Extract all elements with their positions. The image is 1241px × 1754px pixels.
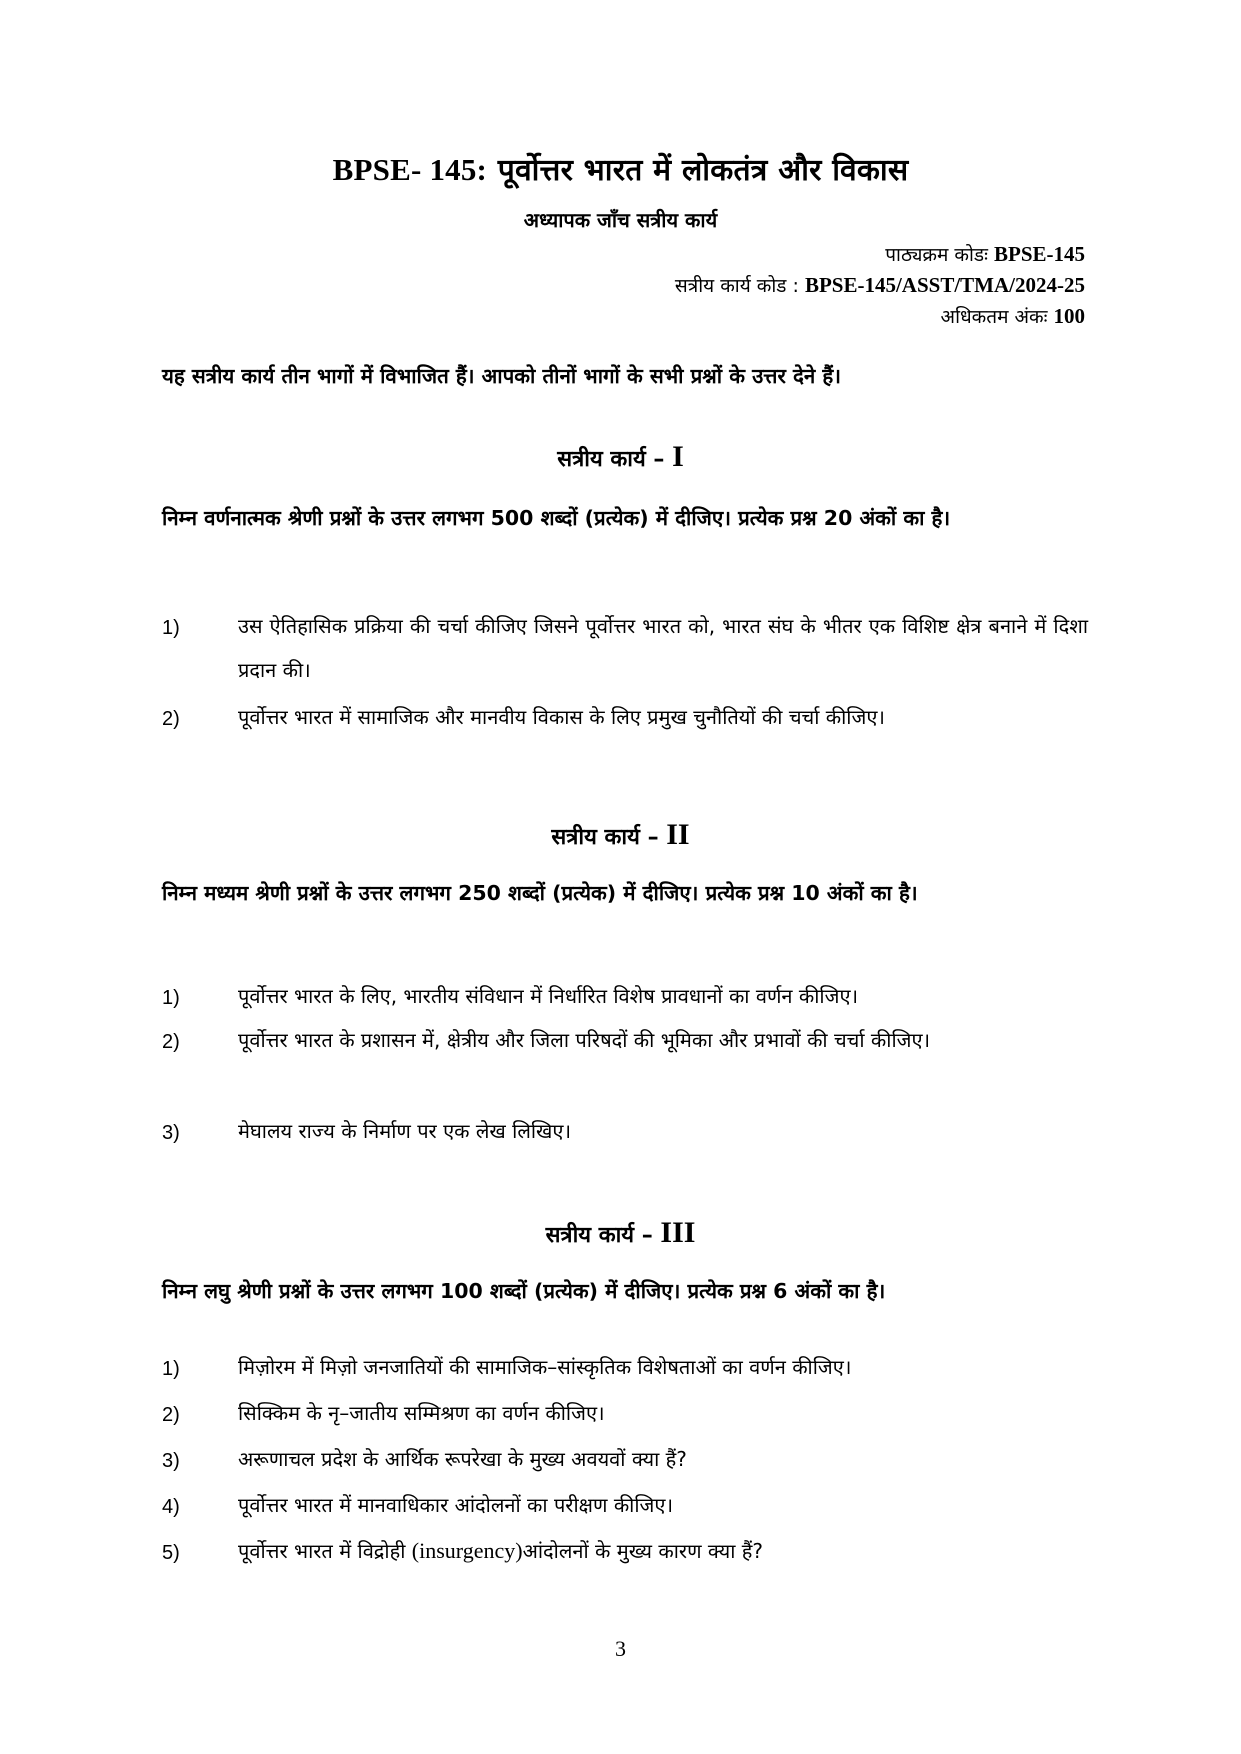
assignment-code-label: सत्रीय कार्य कोड : [674,275,799,297]
section-heading-text: सत्रीय कार्य [545,1223,635,1248]
section-instruction-3: निम्न लघु श्रेणी प्रश्नों के उत्तर लगभग 100 शब्दों (प्रत्येक) में दीजिए। प्रत्येक प्रश्न 6 अंकों का है। [162,1279,886,1303]
course-title: पूर्वोत्तर भारत में लोकतंत्र और विकास [497,153,909,188]
question-text-english-term: (insurgency) [411,1538,523,1563]
intro-instruction: यह सत्रीय कार्य तीन भागों में विभाजित हैं। आपको तीनों भागों के सभी प्रश्नों के उत्तर देने हैं। [162,364,842,388]
section-heading-roman: I [672,440,684,473]
question-text [238,1529,1088,1573]
question-text: उस ऐतिहासिक प्रक्रिया की चर्चा कीजिए जिसने पूर्वोत्तर भारत को, भारत संघ के भीतर एक विशिष्ट क्षेत्र बनाने में दिशा प्रदान की। [238,614,1088,682]
course-code-value: BPSE-145 [993,242,1085,266]
section-instruction-1: निम्न वर्णनात्मक श्रेणी प्रश्नों के उत्तर लगभग 500 शब्दों (प्रत्येक) में दीजिए। प्रत्येक प्रश्न 20 अंकों का है। [162,506,951,530]
page-number: 3 [615,1636,626,1661]
question-text: सिक्किम के नृ–जातीय सम्मिश्रण का वर्णन कीजिए। [238,1401,605,1425]
question-text: अरूणाचल प्रदेश के आर्थिक रूपरेखा के मुख्य अवयवों क्या हैं? [238,1447,687,1471]
page-title [0,148,1241,189]
max-marks-label: अधिकतम अंकः [940,306,1048,328]
question-number: 3) [162,1450,180,1472]
section-heading-2 [0,818,1241,852]
question-text: पूर्वोत्तर भारत के प्रशासन में, क्षेत्रीय और जिला परिषदों की भूमिका और प्रभावों की चर्चा कीजिए। [238,1028,931,1052]
course-code: BPSE- 145: [332,152,488,187]
section-heading-roman: II [666,818,690,851]
section-heading-roman: III [660,1216,696,1249]
section-heading-dash: – [641,1223,653,1248]
question-text-part: आंदोलनों के मुख्य कारण क्या हैं? [522,1539,763,1563]
question-number: 1) [162,1358,180,1380]
page-subtitle: अध्यापक जाँच सत्रीय कार्य [523,208,718,232]
question-number: 1) [162,617,180,639]
question-number: 2) [162,1404,180,1426]
course-code-line [885,241,1085,267]
question-text: पूर्वोत्तर भारत के लिए, भारतीय संविधान में निर्धारित विशेष प्रावधानों का वर्णन कीजिए। [238,984,859,1008]
question-text: पूर्वोत्तर भारत में सामाजिक और मानवीय विकास के लिए प्रमुख चुनौतियों की चर्चा कीजिए। [238,705,885,729]
question-number: 2) [162,1031,180,1053]
question-number: 5) [162,1542,180,1564]
question-number: 3) [162,1122,180,1144]
assignment-code-value: BPSE-145/ASST/TMA/2024-25 [804,273,1085,297]
max-marks-value: 100 [1053,304,1085,328]
max-marks-line [941,303,1085,329]
question-number: 4) [162,1496,180,1518]
section-heading-text: सत्रीय कार्य [557,447,646,472]
assignment-code-line [675,272,1085,298]
question-number: 2) [162,708,180,730]
question-number: 1) [162,987,180,1009]
section-heading-text: सत्रीय कार्य [551,825,640,850]
section-heading-dash: – [653,447,665,472]
course-code-label: पाठ्यक्रम कोडः [885,244,988,266]
question-text: पूर्वोत्तर भारत में मानवाधिकार आंदोलनों का परीक्षण कीजिए। [238,1493,674,1517]
section-heading-1 [0,440,1241,474]
question-text: मेघालय राज्य के निर्माण पर एक लेख लिखिए। [238,1119,572,1143]
section-instruction-2: निम्न मध्यम श्रेणी प्रश्नों के उत्तर लगभग 250 शब्दों (प्रत्येक) में दीजिए। प्रत्येक प्रश्न 10 अंकों का है। [162,881,918,905]
section-heading-3 [0,1216,1241,1250]
section-heading-dash: – [647,825,659,850]
question-text-part: पूर्वोत्तर भारत में विद्रोही [238,1539,406,1563]
question-text: मिज़ोरम में मिज़ो जनजातियों की सामाजिक–सांस्कृतिक विशेषताओं का वर्णन कीजिए। [238,1355,852,1379]
